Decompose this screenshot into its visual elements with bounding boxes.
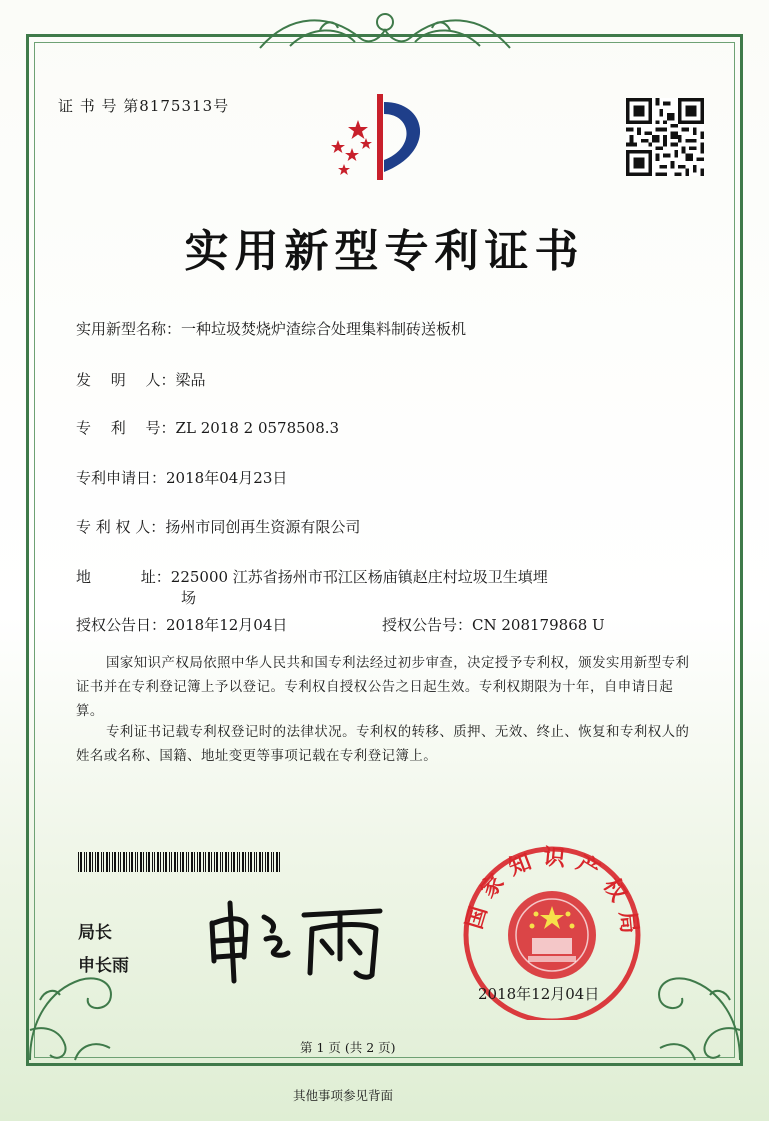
field-grant-number <box>382 614 605 635</box>
field-value: 扬州市同创再生资源有限公司 <box>165 518 361 536</box>
field-label: 专 利 号： <box>76 419 176 437</box>
field-label: 实用新型名称： <box>76 320 182 338</box>
field-address <box>76 566 548 587</box>
field-label: 授权公告号： <box>382 616 473 634</box>
seal-text: 国家知识产权局 <box>462 844 643 945</box>
field-value: 2018年04月23日 <box>166 469 288 487</box>
field-utility-model-name <box>76 318 466 339</box>
certificate-title: 实用新型专利证书 <box>184 226 585 277</box>
field-filing-date <box>76 467 287 488</box>
field-patent-number <box>76 417 339 438</box>
field-value: 梁品 <box>175 371 206 389</box>
page-indicator: 第 1 页 (共 2 页) <box>300 1040 396 1055</box>
field-inventor <box>76 369 206 390</box>
field-label: 专利申请日： <box>76 469 167 487</box>
field-label: 专 利 权 人： <box>76 518 166 536</box>
field-value: ZL 2018 2 0578508.3 <box>175 419 340 437</box>
field-label: 地 址： <box>76 568 171 586</box>
field-value: 2018年12月04日 <box>166 616 288 634</box>
handwritten-signature <box>200 895 400 985</box>
notice-paragraph-1: 国家知识产权局依照中华人民共和国专利法经过初步审查，决定授予专利权，颁发实用新型专利证书并在专利登记簿上予以登记。专利权自授权公告之日起生效。专利权期限为十年，自申请日起算。 <box>76 656 690 719</box>
field-patentee <box>76 516 360 537</box>
bottom-right-ornament <box>640 950 750 1070</box>
back-page-note: 其他事项参见背面 <box>293 1088 394 1103</box>
field-label: 授权公告日： <box>76 616 167 634</box>
field-label: 发 明 人： <box>76 371 176 389</box>
field-address-line2: 场 <box>181 589 197 607</box>
seal-date: 2018年12月04日 <box>478 985 600 1003</box>
field-value: 225000 江苏省扬州市邗江区杨庙镇赵庄村垃圾卫生填埋 <box>170 568 548 586</box>
qr-code <box>626 98 704 176</box>
field-grant-date <box>76 614 287 635</box>
certificate-number: 证 书 号 第8175313号 <box>58 97 230 115</box>
patent-office-logo <box>318 92 438 192</box>
top-ornament <box>250 8 520 58</box>
notice-paragraph-2: 专利证书记载专利权登记时的法律状况。专利权的转移、质押、无效、终止、恢复和专利权人的姓名或名称、国籍、地址变更等事项记载在专利登记簿上。 <box>76 725 690 764</box>
director-title: 局长 <box>78 923 112 943</box>
field-value: CN 208179868 U <box>472 616 605 634</box>
field-value: 一种垃圾焚烧炉渣综合处理集料制砖送板机 <box>181 320 467 338</box>
barcode <box>78 852 283 872</box>
director-name: 申长雨 <box>78 956 129 976</box>
